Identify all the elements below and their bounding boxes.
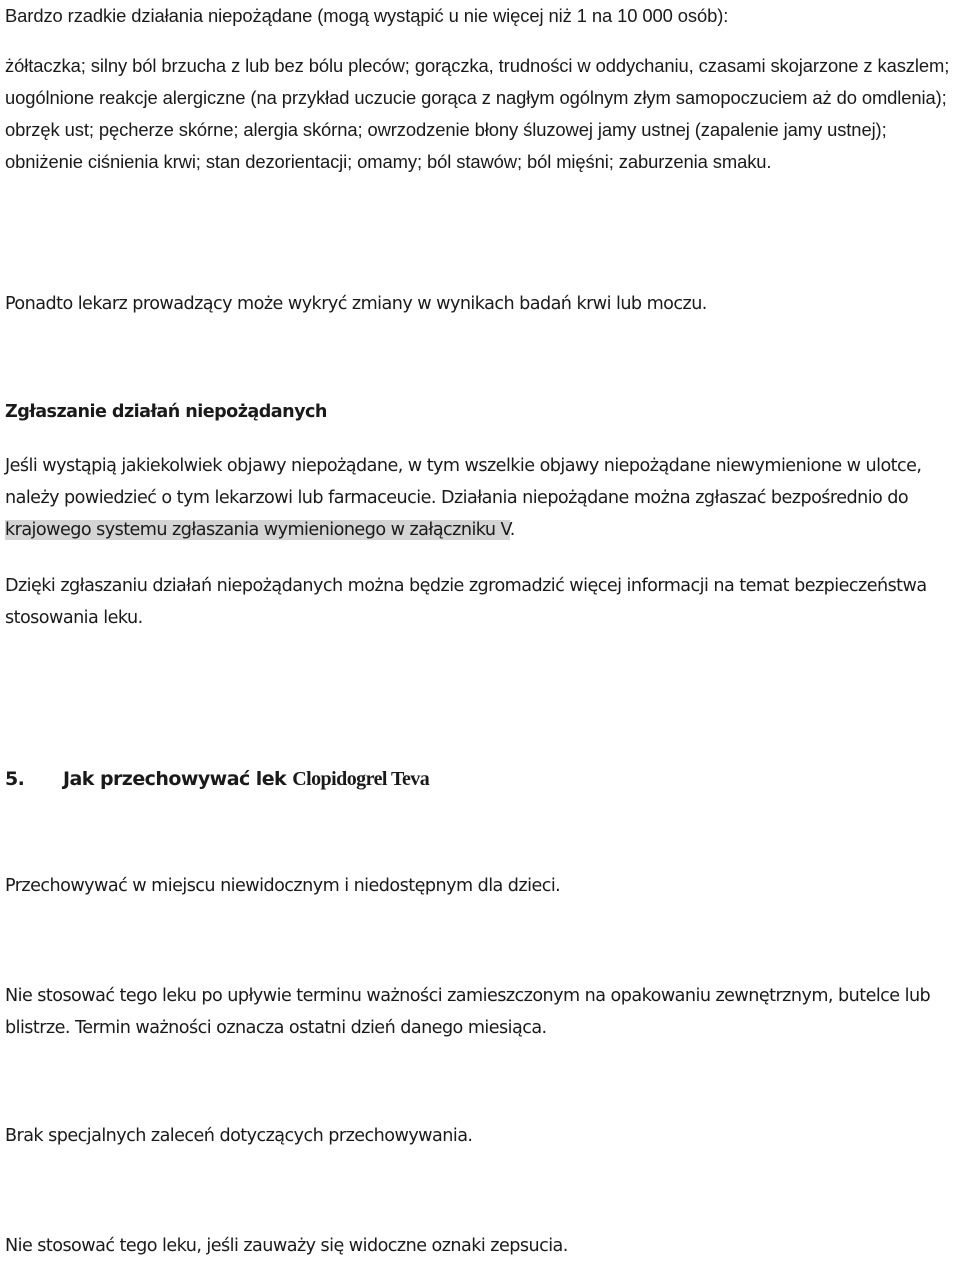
reporting-text-end: .	[509, 520, 515, 540]
reporting-heading: Zgłaszanie działań niepożądanych	[5, 402, 327, 422]
rare-effects-list: żółtaczka; silny ból brzucha z lub bez bólu pleców; gorączka, trudności w oddychaniu, czasami skojarzone z kaszlem; uogólnione reakcje alergiczne (na przykład uczucie gorąca z nagłym ogólnym złym samopoczuciem aż do omdlenia); obrzęk ust; pęcherze skórne; alergia skórna; owrzodzenie błony śluzowej jamy ustnej (zapalenie jamy ustnej); obniżenie ciśnienia krwi; stan dezorientacji; omamy; ból stawów; ból mięśni; zaburzenia smaku.	[5, 55, 950, 172]
storage-children: Przechowywać w miejscu niewidocznym i niedostępnym dla dzieci.	[5, 876, 561, 896]
storage-special: Brak specjalnych zaleceń dotyczących przechowywania.	[5, 1126, 473, 1146]
reporting-paragraph	[5, 450, 960, 546]
reporting-text-start: Jeśli wystąpią jakiekolwiek objawy niepożądane, w tym wszelkie objawy niepożądane niewymienione w ulotce, należy powiedzieć o tym lekarzowi lub farmaceucie. Działania niepożądane można zgłaszać bezpośrednio do	[5, 456, 922, 508]
reporting-benefit: Dzięki zgłaszaniu działań niepożądanych można będzie zgromadzić więcej informacji na temat bezpieczeństwa stosowania leku.	[5, 576, 927, 628]
reporting-system-link[interactable]: krajowego systemu zgłaszania wymienionego w załączniku V	[5, 520, 510, 540]
product-name: Clopidogrel Teva	[292, 768, 430, 790]
storage-expiry: Nie stosować tego leku po upływie terminu ważności zamieszczonym na opakowaniu zewnętrznym, butelce lub blistrze. Termin ważności oznacza ostatni dzień danego miesiąca.	[5, 986, 931, 1038]
section-title: Jak przechowywać lek	[63, 768, 293, 790]
section-5-heading	[5, 763, 960, 795]
rare-effects-heading: Bardzo rzadkie działania niepożądane (mogą wystąpić u nie więcej niż 1 na 10 000 osób):	[5, 5, 729, 26]
section-number: 5.	[5, 768, 25, 790]
lab-changes-note: Ponadto lekarz prowadzący może wykryć zmiany w wynikach badań krwi lub moczu.	[5, 294, 707, 314]
storage-spoilage: Nie stosować tego leku, jeśli zauważy się widoczne oznaki zepsucia.	[5, 1236, 568, 1256]
